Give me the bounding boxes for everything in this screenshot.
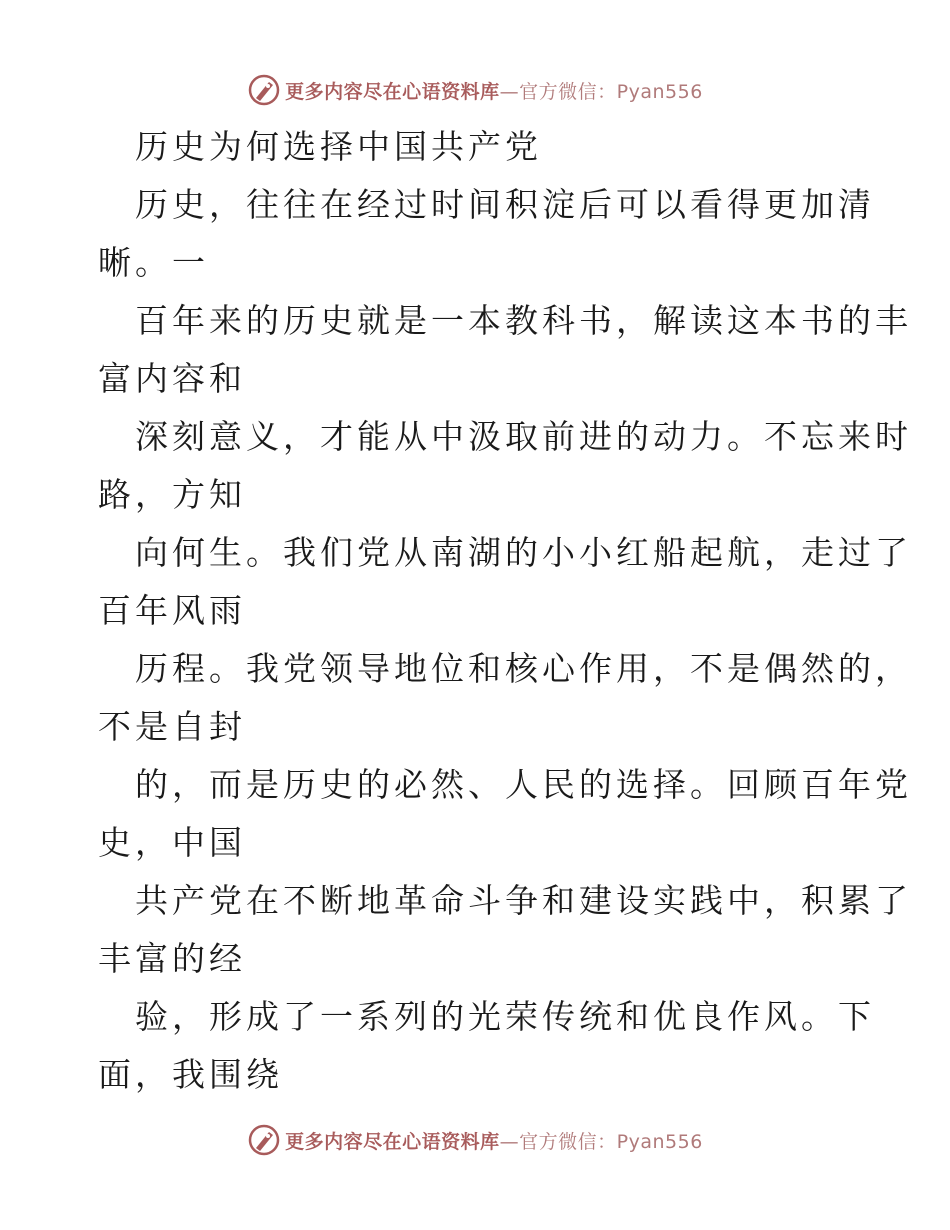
paragraph-line: 面，我围绕 bbox=[98, 1055, 283, 1094]
footer-banner-rest: —官方微信：Pyan556 bbox=[499, 1130, 703, 1153]
footer-banner bbox=[0, 1120, 950, 1160]
paragraph-line: 史，中国 bbox=[98, 823, 246, 862]
paragraph-line: 百年风雨 bbox=[98, 591, 246, 630]
footer-banner-text bbox=[285, 1127, 703, 1154]
paragraph-line: 历程。我党领导地位和核心作用，不是偶然的， bbox=[135, 649, 912, 688]
pen-nib-logo-icon bbox=[247, 73, 281, 107]
paragraph-line: 路，方知 bbox=[98, 475, 246, 514]
paragraph-line: 丰富的经 bbox=[98, 939, 246, 978]
header-banner-rest: —官方微信：Pyan556 bbox=[499, 80, 703, 103]
document-body bbox=[98, 118, 912, 1104]
header-banner-main: 更多内容尽在心语资料库 bbox=[285, 80, 500, 103]
paragraph-line: 百年来的历史就是一本教科书，解读这本书的丰 bbox=[135, 301, 912, 340]
paragraph-line: 共产党在不断地革命斗争和建设实践中，积累了 bbox=[135, 881, 912, 920]
paragraph-line: 的，而是历史的必然、人民的选择。回顾百年党 bbox=[135, 765, 912, 804]
paragraph-line: 富内容和 bbox=[98, 359, 246, 398]
paragraph-line: 晰。一 bbox=[98, 243, 209, 282]
pen-nib-logo-icon bbox=[247, 1123, 281, 1157]
paragraph-line: 向何生。我们党从南湖的小小红船起航，走过了 bbox=[135, 533, 912, 572]
header-banner bbox=[0, 70, 950, 110]
paragraph-line: 不是自封 bbox=[98, 707, 246, 746]
paragraph-line: 验，形成了一系列的光荣传统和优良作风。下 bbox=[135, 997, 875, 1036]
header-banner-text bbox=[285, 77, 703, 104]
paragraph-line: 历史，往往在经过时间积淀后可以看得更加清 bbox=[135, 185, 875, 224]
footer-banner-main: 更多内容尽在心语资料库 bbox=[285, 1130, 500, 1153]
paragraph-line: 深刻意义，才能从中汲取前进的动力。不忘来时 bbox=[135, 417, 912, 456]
document-title: 历史为何选择中国共产党 bbox=[135, 127, 542, 166]
